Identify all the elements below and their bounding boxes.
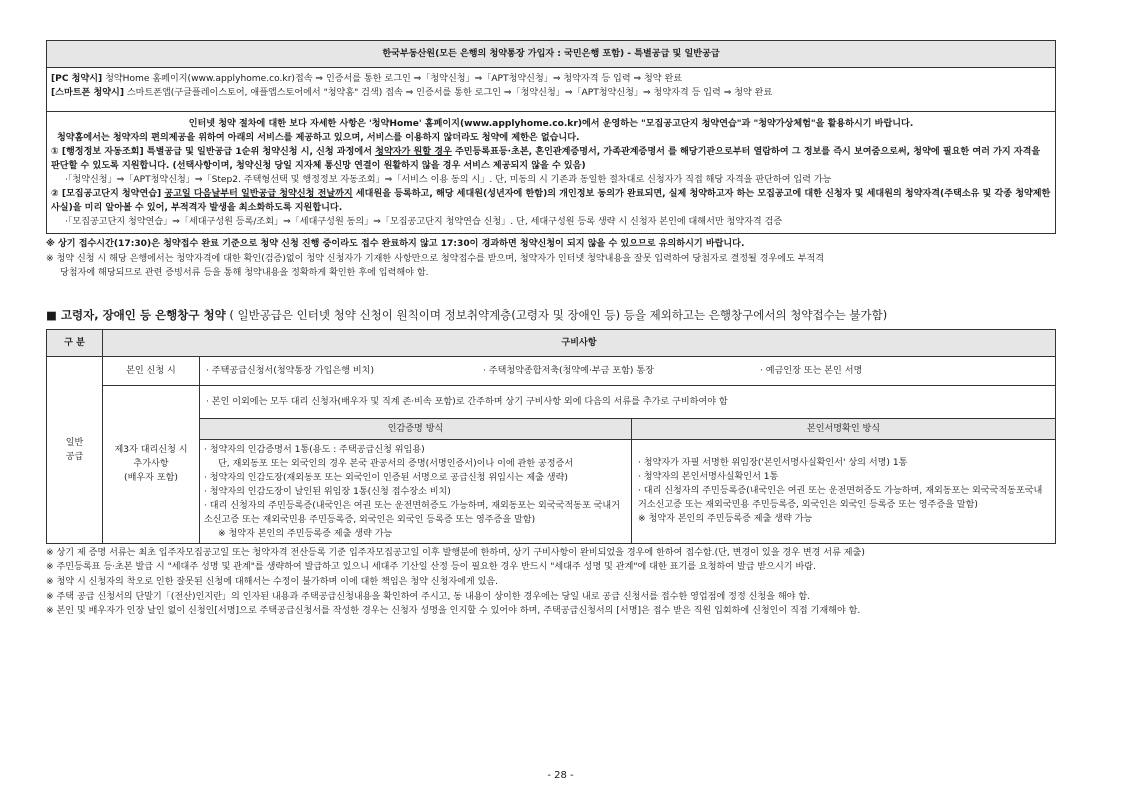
signature-doc-item: · 대리 신청자의 주민등록증(내국인은 여권 또는 운전면허증도 가능하며, 재외동포는 외국국적동포국내거소신고증 또는 재외국민용 주민등록증, 외국인은 외국인 등록증 또는 영주증을 말함): [638, 486, 1043, 511]
procedure-steps: [47, 68, 1056, 112]
seal-doc-item: 단, 재외동포 또는 외국인의 경우 본국 관공서의 증명(서명인증서)이나 이에 관한 공정증서: [218, 458, 574, 469]
seal-doc-item: · 청약자의 인감도장(재외동포 또는 외국인이 인증된 서명으로 공급신청 위임시는 제출 생략): [204, 472, 568, 483]
apply-procedure-box: [46, 40, 1056, 234]
self-application-items: · 주택공급신청서(청약통장 가입은행 비치) · 주택청약종합저축(청약예·부금 포함) 통장 · 예금인장 또는 본인 서명: [200, 356, 1056, 385]
service-item-1: ① [행정정보 자동조회] 특별공급 및 일반공급 1순위 청약신청 시, 신청 과정에서 청약자가 원할 경우 주민등록표등·초본, 혼인관계증명서, 가족관계증명서 를 해당기관으로부터 열람하여 그 정보를 즉시 보여줌으로써, 청약에 필요한 여러 가지 자격을 판단할 수 있도록 지원합니다. (선택사항이며, 청약신청 당일 지자체 통신망 연결이 원활하지 않을 경우 서비스 제공되지 않을 수 있음): [51, 147, 1041, 171]
seal-method-docs: [200, 439, 632, 543]
pc-procedure: [PC 청약시] 청약Home 홈페이지(www.applyhome.co.kr)접속 ⇒ 인증서를 통한 로그인 ⇒「청약신청」⇒「APT청약신청」⇒ 청약자격 등 입력 ⇒ 청약 완료: [51, 74, 683, 84]
notes-after-table: [46, 546, 1056, 619]
seal-doc-item: · 청약자의 인감증명서 1통(용도 : 주택공급신청 위임용): [204, 444, 425, 455]
notes-after-procedure: [46, 237, 1056, 281]
col-header-requirements: 구비사항: [103, 329, 1056, 356]
note-item: ※ 주택 공급 신청서의 단말기「(전산)인지란」의 인자된 내용과 주택공급신청내용을 확인하여 주시고, 동 내용이 상이한 경우에는 당일 내로 공급 신청서를 접수한 영업점에 정정 신청을 해야 함.: [46, 591, 811, 602]
signature-doc-note: ※ 청약자 본인의 주민등록증 제출 생략 가능: [638, 514, 813, 525]
seal-doc-note: ※ 청약자 본인의 주민등록증 제출 생략 가능: [218, 528, 393, 539]
page-number: - 28 -: [547, 770, 574, 781]
section-description: ( 일반공급은 인터넷 청약 신청이 원칙이며 정보취약계층(고령자 및 장애인 등) 등을 제외하고는 은행창구에서의 청약접수는 불가함): [225, 307, 888, 322]
note-item: ※ 상기 제 증명 서류는 최초 입주자모집공고일 또는 청약자격 전산등록 기준 입주자모집공고일 이후 발행분에 한하며, 상기 구비사항이 완비되었을 경우에 한하여 접수함.(단, 변경이 있을 경우 변경 서류 제출): [46, 547, 865, 558]
signature-doc-item: · 청약자의 본인서명사실확인서 1통: [638, 472, 779, 483]
note-item: ※ 주민등록표 등·초본 발급 시 "세대주 성명 및 관계"를 생략하여 발급하고 있으니 세대주 기산일 산정 등이 필요한 경우 반드시 "세대주 성명 및 관계"에 대한 표기를 요청하여 발급 받으시기 바람.: [46, 562, 816, 573]
bank-verification-note: ※ 청약 신청 시 해당 은행에서는 청약자격에 대한 확인(검증)없이 청약 신청자가 기재한 사항만으로 청약접수를 받으며, 청약자가 인터넷 청약내용을 잘못 입력하여 당첨자로 결정될 경우에도 부적격: [46, 253, 825, 264]
seal-doc-item: · 청약자의 인감도장이 날인된 위임장 1통(신청 접수장소 비치): [204, 486, 451, 497]
section-title: 고령자, 장애인 등 은행창구 청약: [56, 307, 226, 322]
signature-doc-item: · 청약자가 자필 서명한 위임장('본인서명사실확인서' 상의 서명) 1통: [638, 458, 908, 469]
signature-method-header: 본인서명확인 방식: [632, 418, 1056, 439]
proxy-application-label: 제3자 대리신청 시 추가사항 (배우자 포함): [103, 385, 200, 543]
bank-verification-note-cont: 당첨자에 해당되므로 관련 증빙서류 등을 통해 청약내용을 정확하게 확인한 후에 입력해야 함.: [60, 268, 429, 279]
col-header-category: 구 분: [47, 329, 103, 356]
signature-method-docs: [632, 439, 1056, 543]
procedure-title: 한국부동산원(모든 은행의 청약통장 가입자 : 국민은행 포함) - 특별공급 및 일반공급: [47, 41, 1056, 68]
service-item-1-path: ·「청약신청」⇒「APT청약신청」⇒「Step2. 주택형선택 및 행정정보 자동조회」⇒「서비스 이용 동의 시」. 단, 미동의 시 기존과 동일한 절차대로 신청자가 직접 해당 자격을 판단하여 입력 가능: [65, 175, 832, 185]
seal-method-header: 인감증명 방식: [200, 418, 632, 439]
required-documents-table: [46, 329, 1056, 544]
page-content: [46, 40, 1056, 619]
proxy-intro: · 본인 이외에는 모두 대리 신청자(배우자 및 직계 존·비속 포함)로 간주하며 상기 구비사항 외에 다음의 서류를 추가로 구비하여야 함: [200, 385, 1056, 418]
deadline-note: ※ 상기 접수시간(17:30)은 청약접수 완료 기준으로 청약 신청 진행 중이라도 접수 완료하지 않고 17:30이 경과하면 청약신청이 되지 않을 수 있으므로 유의하시기 바랍니다.: [46, 239, 745, 249]
service-item-2: ② [모집공고단지 청약연습] 공고일 다음날부터 일반공급 청약신청 전날까지 세대원을 등록하고, 해당 세대원(성년자에 한함)의 개인정보 동의가 완료되면, 실제 청약하고자 하는 모집공고에 대한 신청자 및 세대원의 청약자격(주택소유 및 각종 청약제한사실)을 미리 알아볼 수 있어, 부적격자 발생을 최소화하도록 지원합니다.: [51, 189, 1051, 213]
general-supply-label: 일반 공급: [47, 356, 103, 543]
section-heading: [46, 305, 1056, 325]
section-square-icon: ■: [46, 307, 57, 322]
service-intro: 청약홈에서는 청약자의 편의제공을 위하여 아래의 서비스를 제공하고 있으며, 서비스를 이용하지 않더라도 청약에 제한은 없습니다.: [57, 133, 580, 143]
note-item: ※ 청약 시 신청자의 착오로 인한 잘못된 신청에 대해서는 수정이 불가하며 이에 대한 책임은 청약 신청자에게 있음.: [46, 576, 499, 587]
note-item: ※ 본인 및 배우자가 인장 날인 없이 신청인[서명]으로 주택공급신청서를 작성한 경우는 신청자 성명을 인지할 수 있어야 하며, 주택공급신청서의 [서명]은 접수 받은 직원 입회하에 신청인이 직접 기재해야 함.: [46, 606, 861, 617]
self-application-label: 본인 신청 시: [103, 356, 200, 385]
seal-doc-item: · 대리 신청자의 주민등록증(내국인은 여권 또는 운전면허증도 가능하며, 재외동포는 외국국적동포 국내거소신고증 또는 재외국민용 주민등록증, 외국인은 외국인 등록증 또는 영주증을 말함): [204, 500, 620, 525]
service-item-2-path: ·「모집공고단지 청약연습」⇒「세대구성원 등록/조회」⇒「세대구성원 동의」⇒「모집공고단지 청약연습 신청」. 단, 세대구성원 등록 생략 시 신청자 본인에 대해서만 청약자격 검증: [65, 217, 783, 227]
practice-guide: 인터넷 청약 절차에 대한 보다 자세한 사항은 '청약Home' 홈페이지(www.applyhome.co.kr)에서 운영하는 "모집공고단지 청약연습"과 "청약가상체험"을 활용하시기 바랍니다.: [188, 119, 914, 129]
service-info-box: [47, 112, 1056, 234]
mobile-procedure: [스마트폰 청약시] 스마트폰앱(구글플레이스토어, 애플앱스토어에서 "청약홈" 검색) 접속 ⇒ 인증서를 통한 로그인 ⇒「청약신청」⇒「APT청약신청」⇒ 청약자격 등 입력 ⇒ 청약 완료: [51, 88, 773, 98]
